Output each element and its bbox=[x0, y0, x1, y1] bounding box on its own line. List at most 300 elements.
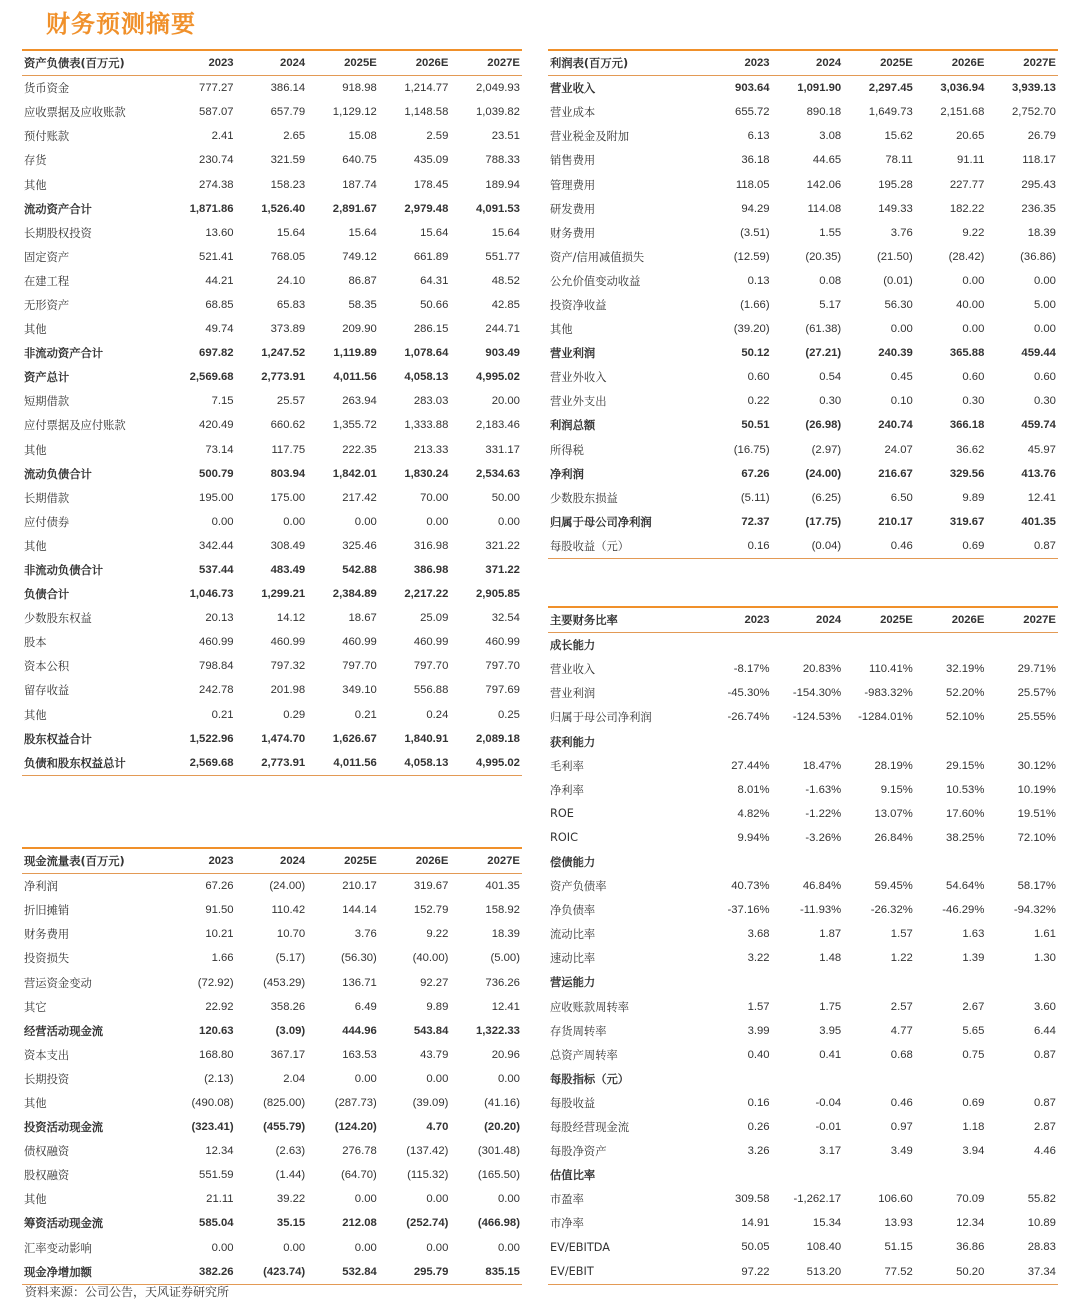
table-row bbox=[22, 1236, 522, 1260]
cell-value: 890.18 bbox=[806, 106, 842, 119]
table-row bbox=[548, 1139, 1058, 1163]
cell-value: (41.16) bbox=[484, 1096, 520, 1109]
cell-value: (24.00) bbox=[805, 467, 842, 480]
cell-value: 367.17 bbox=[270, 1048, 306, 1061]
row-label: 无形资产 bbox=[24, 298, 70, 312]
cell-value: (115.32) bbox=[407, 1169, 449, 1182]
row-label: 每股收益（元） bbox=[550, 539, 630, 553]
cell-value: 0.87 bbox=[1033, 539, 1056, 552]
cell-value: 835.15 bbox=[485, 1265, 520, 1278]
cell-value: 0.00 bbox=[890, 323, 913, 336]
cell-value: 1,214.77 bbox=[404, 82, 449, 95]
cell-value: 244.71 bbox=[485, 323, 520, 336]
table-row bbox=[548, 898, 1058, 922]
cell-value: 9.22 bbox=[962, 226, 985, 239]
cell-value: 0.00 bbox=[426, 515, 449, 528]
cell-value: 212.08 bbox=[342, 1217, 377, 1230]
table-row bbox=[548, 197, 1058, 221]
cell-value: 0.68 bbox=[890, 1048, 913, 1061]
cell-value: -46.29% bbox=[942, 904, 985, 917]
row-label: 资产/信用减值损失 bbox=[550, 250, 645, 264]
cell-value: (28.42) bbox=[948, 250, 985, 263]
cell-value: (20.35) bbox=[805, 250, 842, 263]
cell-value: 18.67 bbox=[348, 612, 377, 625]
table-row bbox=[548, 922, 1058, 946]
cell-value: 9.89 bbox=[426, 1000, 449, 1013]
cell-value: 2,297.45 bbox=[868, 82, 913, 95]
cell-value: (26.98) bbox=[805, 419, 842, 432]
cell-value: 8.01% bbox=[737, 783, 770, 796]
page-title: 财务预测摘要 bbox=[46, 10, 196, 38]
cell-value: 213.33 bbox=[413, 443, 449, 456]
row-label: 流动负债合计 bbox=[24, 467, 92, 481]
cell-value: 64.31 bbox=[420, 274, 449, 287]
cell-value: 58.35 bbox=[348, 298, 377, 311]
row-label: 资产总计 bbox=[24, 371, 70, 385]
cell-value: -3.26% bbox=[805, 831, 842, 844]
cell-value: 48.52 bbox=[491, 274, 520, 287]
cell-value: 3.68 bbox=[747, 928, 770, 941]
row-label: 净利润 bbox=[550, 467, 584, 481]
row-label: 资本公积 bbox=[24, 660, 70, 674]
row-label: 其他 bbox=[550, 323, 573, 337]
cell-value: 175.00 bbox=[270, 491, 306, 504]
cell-value: 43.79 bbox=[420, 1048, 449, 1061]
cell-value: 240.39 bbox=[878, 347, 913, 360]
cell-value: -1.22% bbox=[805, 807, 842, 820]
cell-value: 543.84 bbox=[413, 1024, 449, 1037]
table-row bbox=[22, 558, 522, 582]
table-row bbox=[22, 678, 522, 702]
column-header: 2023 bbox=[208, 57, 234, 70]
cell-value: 319.67 bbox=[949, 515, 985, 528]
cell-value: 0.00 bbox=[497, 1072, 520, 1085]
table-row bbox=[548, 510, 1058, 534]
table-row bbox=[22, 365, 522, 389]
cell-value: 0.69 bbox=[962, 1096, 985, 1109]
cell-value: 37.34 bbox=[1027, 1265, 1056, 1278]
column-header: 2026E bbox=[951, 614, 985, 627]
cell-value: 97.22 bbox=[741, 1265, 770, 1278]
cell-value: 29.71% bbox=[1017, 663, 1056, 676]
cell-value: 0.00 bbox=[1033, 323, 1056, 336]
cell-value: 18.47% bbox=[802, 759, 842, 772]
cell-value: (56.30) bbox=[340, 952, 377, 965]
table-row bbox=[548, 317, 1058, 341]
cell-value: 0.30 bbox=[819, 395, 842, 408]
row-label: 负债和股东权益总计 bbox=[24, 756, 126, 770]
row-label: 折旧摊销 bbox=[24, 904, 70, 918]
cell-value: 12.41 bbox=[491, 1000, 520, 1013]
income-statement-table bbox=[548, 49, 1058, 559]
balance-sheet-table bbox=[22, 49, 522, 776]
cell-value: -1284.01% bbox=[858, 711, 913, 724]
row-label: 负债合计 bbox=[24, 588, 70, 602]
row-label: 营业利润 bbox=[550, 347, 596, 361]
cell-value: 110.42 bbox=[271, 904, 306, 917]
cell-value: (61.38) bbox=[805, 323, 842, 336]
row-label: 长期投资 bbox=[24, 1072, 70, 1086]
cell-value: 0.87 bbox=[1033, 1096, 1056, 1109]
table-row bbox=[22, 462, 522, 486]
cell-value: 201.98 bbox=[270, 684, 306, 697]
cell-value: 3.49 bbox=[890, 1145, 913, 1158]
table-row bbox=[22, 510, 522, 534]
cell-value: 2,151.68 bbox=[940, 106, 985, 119]
row-label: 估值比率 bbox=[550, 1169, 596, 1183]
cell-value: 0.45 bbox=[890, 371, 913, 384]
cell-value: 1.18 bbox=[962, 1121, 985, 1134]
cell-value: (36.86) bbox=[1020, 250, 1056, 263]
table-row bbox=[22, 293, 522, 317]
cell-value: 798.84 bbox=[199, 660, 234, 673]
cell-value: 65.83 bbox=[276, 298, 306, 311]
cell-value: 321.22 bbox=[485, 539, 520, 552]
cell-value: 3.17 bbox=[819, 1145, 842, 1158]
cell-value: 2.41 bbox=[211, 130, 234, 143]
cell-value: 68.85 bbox=[205, 298, 234, 311]
table-row bbox=[548, 1187, 1058, 1211]
cell-value: 2,979.48 bbox=[404, 202, 449, 215]
cell-value: 216.67 bbox=[878, 467, 913, 480]
cell-value: 158.92 bbox=[485, 904, 520, 917]
cell-value: 1,474.70 bbox=[261, 732, 306, 745]
cell-value: 39.22 bbox=[276, 1193, 306, 1206]
cell-value: 19.51% bbox=[1017, 807, 1056, 820]
cell-value: (3.51) bbox=[740, 226, 770, 239]
row-label: 债权融资 bbox=[24, 1145, 70, 1159]
cell-value: 25.09 bbox=[420, 612, 449, 625]
row-label: 净利率 bbox=[550, 783, 584, 797]
table-row bbox=[548, 100, 1058, 124]
cell-value: 20.83% bbox=[802, 663, 842, 676]
cell-value: (252.74) bbox=[406, 1217, 449, 1230]
cell-value: 28.83 bbox=[1027, 1241, 1056, 1254]
cell-value: 3.08 bbox=[819, 130, 842, 143]
cell-value: 0.24 bbox=[426, 708, 449, 721]
column-header: 2027E bbox=[1023, 614, 1056, 627]
cell-value: 25.57 bbox=[276, 395, 306, 408]
cash-flow-table bbox=[22, 847, 522, 1285]
table-header bbox=[22, 849, 522, 874]
table-row bbox=[548, 293, 1058, 317]
table-row bbox=[548, 705, 1058, 729]
row-label: 少数股东损益 bbox=[550, 491, 618, 505]
cell-value: 0.00 bbox=[426, 1241, 449, 1254]
cell-value: 9.22 bbox=[426, 928, 449, 941]
table-header bbox=[548, 51, 1058, 76]
cell-value: 1,526.40 bbox=[261, 202, 306, 215]
table-row bbox=[22, 341, 522, 365]
row-label: 归属于母公司净利润 bbox=[550, 711, 652, 725]
cell-value: 10.19% bbox=[1017, 783, 1056, 796]
cell-value: 459.44 bbox=[1021, 347, 1056, 360]
cell-value: 1,129.12 bbox=[332, 106, 377, 119]
table-row bbox=[548, 486, 1058, 510]
cell-value: 1,830.24 bbox=[404, 467, 449, 480]
cell-value: -1,262.17 bbox=[793, 1193, 842, 1206]
cell-value: 26.84% bbox=[874, 831, 913, 844]
cell-value: 329.56 bbox=[949, 467, 985, 480]
cell-value: 483.49 bbox=[270, 564, 306, 577]
cell-value: 0.22 bbox=[747, 395, 770, 408]
cell-value: (137.42) bbox=[406, 1145, 449, 1158]
cell-value: 2.04 bbox=[283, 1072, 306, 1085]
table-row bbox=[548, 633, 1058, 657]
cell-value: 556.88 bbox=[413, 684, 449, 697]
cell-value: 365.88 bbox=[949, 347, 985, 360]
cell-value: 1,840.91 bbox=[404, 732, 449, 745]
cell-value: (1.44) bbox=[275, 1169, 306, 1182]
table-row bbox=[22, 317, 522, 341]
cell-value: 110.41% bbox=[869, 663, 913, 676]
row-label: 公允价值变动收益 bbox=[550, 274, 641, 288]
cell-value: 2,089.18 bbox=[475, 732, 520, 745]
cell-value: 460.99 bbox=[413, 636, 449, 649]
table-row bbox=[548, 76, 1058, 100]
cell-value: 444.96 bbox=[342, 1024, 377, 1037]
cell-value: 0.41 bbox=[819, 1048, 842, 1061]
cell-value: 903.64 bbox=[735, 82, 770, 95]
row-label: 少数股东权益 bbox=[24, 612, 92, 626]
cell-value: 4,995.02 bbox=[475, 756, 520, 769]
row-label: 投资损失 bbox=[24, 952, 70, 966]
cell-value: 3.76 bbox=[354, 928, 377, 941]
cell-value: 2,773.91 bbox=[261, 371, 306, 384]
cell-value: 386.98 bbox=[413, 564, 449, 577]
cell-value: 0.87 bbox=[1033, 1048, 1056, 1061]
cell-value: 210.17 bbox=[342, 880, 377, 893]
cell-value: 21.11 bbox=[206, 1193, 234, 1206]
cell-value: -0.04 bbox=[815, 1096, 842, 1109]
cell-value: 136.71 bbox=[342, 976, 377, 989]
cell-value: 6.49 bbox=[354, 1000, 377, 1013]
cell-value: 777.27 bbox=[199, 82, 234, 95]
cell-value: 358.26 bbox=[270, 1000, 306, 1013]
table-row bbox=[22, 970, 522, 994]
cell-value: 50.51 bbox=[741, 419, 770, 432]
cell-value: 342.44 bbox=[199, 539, 234, 552]
cell-value: 2.57 bbox=[890, 1000, 913, 1013]
cell-value: (455.79) bbox=[263, 1121, 306, 1134]
cell-value: -0.01 bbox=[815, 1121, 842, 1134]
cell-value: (0.01) bbox=[883, 274, 913, 287]
table-row bbox=[548, 1043, 1058, 1067]
row-label: 市净率 bbox=[550, 1217, 584, 1231]
cell-value: 0.00 bbox=[211, 515, 234, 528]
table-row bbox=[22, 874, 522, 898]
cell-value: 15.64 bbox=[276, 226, 306, 239]
cell-value: 13.07% bbox=[874, 807, 913, 820]
cell-value: (825.00) bbox=[263, 1096, 306, 1109]
cell-value: 10.53% bbox=[946, 783, 985, 796]
cell-value: 2.67 bbox=[962, 1000, 985, 1013]
cell-value: 6.44 bbox=[1033, 1024, 1056, 1037]
row-label: 毛利率 bbox=[550, 759, 584, 773]
row-label: 获利能力 bbox=[550, 735, 596, 749]
row-label: 其他 bbox=[24, 1193, 47, 1207]
cell-value: 500.79 bbox=[199, 467, 234, 480]
column-header: 2024 bbox=[280, 57, 306, 70]
column-header: 2024 bbox=[280, 855, 306, 868]
table-row bbox=[548, 1235, 1058, 1259]
column-header: 2025E bbox=[880, 57, 913, 70]
cell-value: 168.80 bbox=[199, 1048, 234, 1061]
cell-value: 55.82 bbox=[1027, 1193, 1056, 1206]
table-row bbox=[548, 995, 1058, 1019]
table-row bbox=[22, 582, 522, 606]
cell-value: 3.76 bbox=[890, 226, 913, 239]
table-row bbox=[548, 1091, 1058, 1115]
cell-value: (0.04) bbox=[811, 539, 842, 552]
table-row bbox=[548, 802, 1058, 826]
cell-value: (6.25) bbox=[811, 491, 842, 504]
cell-value: 94.29 bbox=[741, 202, 770, 215]
cell-value: 0.00 bbox=[426, 1193, 449, 1206]
cell-value: 40.00 bbox=[956, 298, 985, 311]
cell-value: 736.26 bbox=[485, 976, 520, 989]
cell-value: 1,355.72 bbox=[332, 419, 377, 432]
table-row bbox=[22, 946, 522, 970]
cell-value: 38.25% bbox=[946, 831, 985, 844]
row-label: 股东权益合计 bbox=[24, 732, 92, 746]
row-label: 每股净资产 bbox=[550, 1145, 607, 1159]
cell-value: (423.74) bbox=[263, 1265, 306, 1278]
cell-value: 2,752.70 bbox=[1011, 106, 1056, 119]
cell-value: 10.21 bbox=[205, 928, 234, 941]
row-label: 销售费用 bbox=[550, 154, 596, 168]
cell-value: 72.37 bbox=[741, 515, 770, 528]
cell-value: 40.73% bbox=[731, 880, 770, 893]
cell-value: 6.50 bbox=[890, 491, 913, 504]
cell-value: 2,905.85 bbox=[475, 588, 520, 601]
table-row bbox=[548, 754, 1058, 778]
cell-value: 0.60 bbox=[747, 371, 770, 384]
cell-value: 460.99 bbox=[270, 636, 306, 649]
cell-value: 72.10% bbox=[1017, 831, 1056, 844]
cell-value: 3.95 bbox=[819, 1024, 842, 1037]
cell-value: 587.07 bbox=[199, 106, 234, 119]
cell-value: 0.60 bbox=[962, 371, 985, 384]
cell-value: 28.19% bbox=[874, 759, 913, 772]
column-header: 2023 bbox=[208, 855, 234, 868]
cell-value: 24.07 bbox=[884, 443, 913, 456]
cell-value: 521.41 bbox=[199, 250, 234, 263]
cell-value: 240.74 bbox=[878, 419, 913, 432]
cell-value: 660.62 bbox=[270, 419, 306, 432]
cell-value: (323.41) bbox=[191, 1121, 234, 1134]
table-row bbox=[22, 172, 522, 196]
cell-value: (27.21) bbox=[805, 347, 842, 360]
table-row bbox=[548, 341, 1058, 365]
cell-value: 50.05 bbox=[741, 1241, 770, 1254]
cell-value: 797.70 bbox=[485, 660, 520, 673]
cell-value: 0.54 bbox=[819, 371, 842, 384]
row-label: ROE bbox=[550, 807, 574, 821]
cell-value: 5.00 bbox=[1033, 298, 1056, 311]
cell-value: 4,058.13 bbox=[404, 371, 449, 384]
cell-value: 2.59 bbox=[426, 130, 449, 143]
cell-value: 91.11 bbox=[956, 154, 985, 167]
cell-value: (17.75) bbox=[805, 515, 842, 528]
cell-value: 20.13 bbox=[205, 612, 234, 625]
cell-value: 12.41 bbox=[1027, 491, 1056, 504]
cell-value: 51.15 bbox=[884, 1241, 913, 1254]
table-row bbox=[22, 654, 522, 678]
cell-value: (12.59) bbox=[733, 250, 770, 263]
row-label: EV/EBITDA bbox=[550, 1240, 611, 1254]
cell-value: 0.00 bbox=[211, 1241, 234, 1254]
cell-value: 797.69 bbox=[485, 684, 520, 697]
cell-value: -26.74% bbox=[727, 711, 770, 724]
cell-value: 52.10% bbox=[946, 711, 985, 724]
cell-value: 35.15 bbox=[276, 1217, 306, 1230]
cell-value: 42.85 bbox=[491, 298, 520, 311]
row-label: 管理费用 bbox=[550, 178, 596, 192]
cell-value: 4.82% bbox=[737, 807, 770, 820]
cell-value: 0.21 bbox=[211, 708, 234, 721]
row-label: 货币资金 bbox=[24, 82, 70, 96]
cell-value: 58.17% bbox=[1017, 880, 1056, 893]
cell-value: 532.84 bbox=[342, 1265, 377, 1278]
cell-value: 5.17 bbox=[819, 298, 842, 311]
cell-value: 25.57% bbox=[1017, 687, 1056, 700]
cell-value: (40.00) bbox=[412, 952, 449, 965]
cell-value: 217.42 bbox=[342, 491, 377, 504]
cell-value: 1.66 bbox=[211, 952, 234, 965]
cell-value: 459.74 bbox=[1021, 419, 1056, 432]
cell-value: 1,626.67 bbox=[332, 732, 377, 745]
cell-value: 309.58 bbox=[735, 1193, 770, 1206]
table-row bbox=[548, 413, 1058, 437]
cell-value: 382.26 bbox=[199, 1265, 234, 1278]
cell-value: 4,091.53 bbox=[475, 202, 520, 215]
cell-value: 67.26 bbox=[741, 467, 770, 480]
cell-value: (287.73) bbox=[334, 1096, 377, 1109]
cell-value: 15.64 bbox=[348, 226, 377, 239]
row-label: 净利润 bbox=[24, 880, 58, 894]
cell-value: 274.38 bbox=[199, 178, 234, 191]
cell-value: (39.20) bbox=[733, 323, 770, 336]
cell-value: 2,384.89 bbox=[332, 588, 377, 601]
row-label: 营业外支出 bbox=[550, 395, 607, 409]
table-row bbox=[548, 269, 1058, 293]
cell-value: 163.53 bbox=[342, 1048, 377, 1061]
cell-value: 32.19% bbox=[946, 663, 985, 676]
cell-value: 2,534.63 bbox=[475, 467, 520, 480]
cell-value: 1.57 bbox=[890, 928, 913, 941]
cell-value: 4,011.56 bbox=[333, 371, 377, 384]
table-row bbox=[548, 681, 1058, 705]
row-label: 营业收入 bbox=[550, 663, 596, 677]
cell-value: 3.22 bbox=[747, 952, 770, 965]
row-label: 资本支出 bbox=[24, 1048, 70, 1062]
cell-value: 178.45 bbox=[413, 178, 449, 191]
cell-value: (72.92) bbox=[197, 976, 234, 989]
cell-value: 142.06 bbox=[806, 178, 842, 191]
column-header: 2026E bbox=[951, 57, 985, 70]
row-label: 预付账款 bbox=[24, 130, 70, 144]
row-label: 短期借款 bbox=[24, 395, 70, 409]
cell-value: 797.70 bbox=[413, 660, 449, 673]
cell-value: 797.70 bbox=[342, 660, 377, 673]
cell-value: 27.44% bbox=[731, 759, 770, 772]
row-label: 每股收益 bbox=[550, 1096, 596, 1110]
cell-value: (24.00) bbox=[269, 880, 306, 893]
cell-value: 10.70 bbox=[276, 928, 306, 941]
cell-value: 0.00 bbox=[497, 1241, 520, 1254]
cell-value: -45.30% bbox=[727, 687, 770, 700]
